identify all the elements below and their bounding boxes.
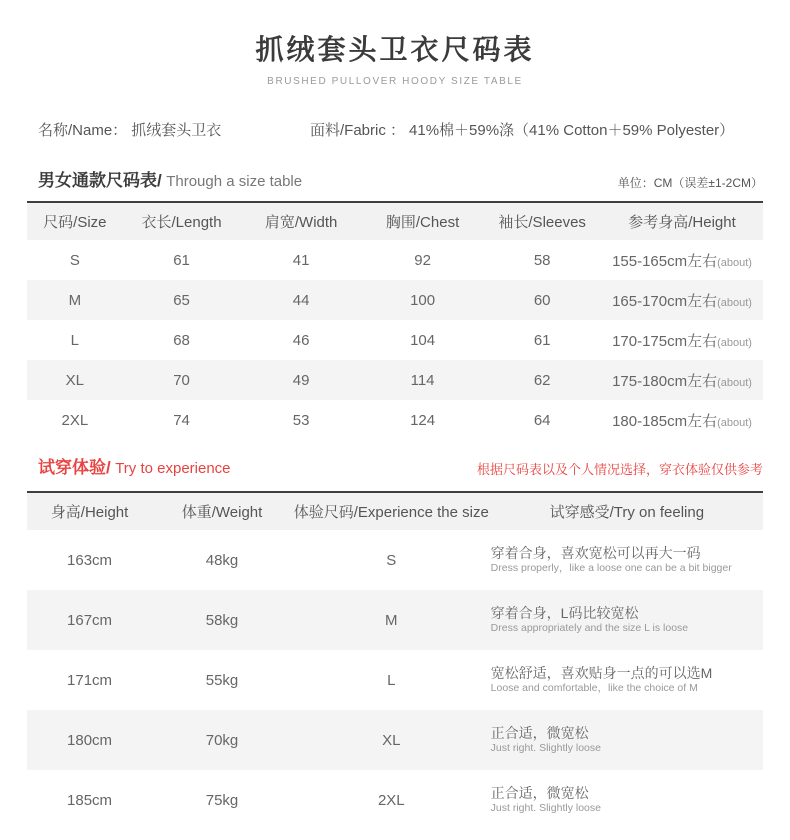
experience-title-en: Try to experience: [115, 460, 231, 477]
feeling-zh: 宽松舒适，喜欢贴身一点的可以选M: [490, 665, 713, 682]
cell-width: 41: [292, 251, 310, 269]
size-table-title-zh: 男女通款尺码表/: [38, 171, 162, 190]
cell-height: 163cm: [67, 551, 113, 569]
experience-table-head: [27, 492, 763, 530]
cell-length: 68: [173, 331, 190, 349]
col-header-feeling: 试穿感受/Try on feeling: [549, 504, 705, 521]
cell-length: 70: [173, 371, 190, 389]
cell-feeling: [491, 710, 763, 770]
cell-size: XL: [382, 731, 401, 749]
cell-chest: 124: [410, 411, 436, 429]
table-row: [27, 590, 763, 650]
feeling-zh: 穿着合身，L码比较宽松: [490, 605, 639, 622]
col-header-height: 参考身高/Height: [628, 214, 736, 231]
cell-sleeves: 64: [533, 411, 551, 429]
cell-height: [601, 280, 763, 320]
height-about: (about): [717, 336, 752, 349]
height-about: (about): [717, 296, 752, 309]
cell-sleeves: 58: [533, 251, 551, 269]
experience-table: [27, 491, 763, 830]
cell-feeling: [491, 650, 763, 710]
size-table: [27, 201, 763, 440]
cell-weight: 48kg: [205, 551, 239, 569]
cell-length: 65: [173, 291, 190, 309]
cell-chest: 92: [414, 251, 431, 269]
height-range: 165-170cm左右: [612, 292, 718, 310]
col-header-size: 尺码/Size: [43, 214, 107, 231]
cell-height: [601, 400, 763, 440]
experience-header-row: [27, 492, 763, 530]
cell-sleeves: 61: [533, 331, 551, 349]
cell-height: [601, 360, 763, 400]
cell-sleeves: 62: [533, 371, 551, 389]
experience-title-zh: 试穿体验/: [38, 458, 111, 477]
cell-size: M: [385, 611, 398, 629]
product-name-label: 名称/Name：: [38, 122, 128, 139]
feeling-zh: 正合适，微宽松: [490, 725, 589, 742]
cell-chest: 100: [410, 291, 436, 309]
experience-note: 根据尺码表以及个人情况选择，穿衣体验仅供参考: [476, 462, 763, 477]
cell-weight: 70kg: [205, 731, 239, 749]
cell-length: 61: [173, 251, 190, 269]
feeling-en: Just right. Slightly loose: [490, 742, 601, 755]
size-table-section-title: [38, 166, 302, 191]
experience-section-title: [38, 453, 231, 478]
col-header-width: 肩宽/Width: [264, 214, 338, 231]
cell-chest: 114: [410, 371, 435, 389]
page-title: 抓绒套头卫衣尺码表: [255, 34, 535, 65]
size-table-header-row: [27, 202, 763, 240]
cell-feeling: [491, 590, 763, 650]
cell-size: XL: [65, 371, 85, 389]
cell-size: 2XL: [61, 411, 89, 429]
size-table-title-en: Through a size table: [166, 173, 303, 190]
cell-chest: 104: [410, 331, 436, 349]
cell-sleeves: 60: [533, 291, 551, 309]
col-header-experience-size: 体验尺码/Experience the size: [293, 504, 489, 521]
cell-size: 2XL: [377, 791, 405, 809]
cell-width: 53: [292, 411, 310, 429]
cell-width: 44: [292, 291, 310, 309]
cell-height: [601, 240, 763, 280]
col-header-sleeves: 袖长/Sleeves: [498, 214, 586, 231]
cell-feeling: [491, 770, 763, 830]
cell-weight: 55kg: [205, 671, 239, 689]
size-table-body: [27, 240, 763, 440]
experience-section-header: [38, 453, 763, 478]
page-subtitle: BRUSHED PULLOVER HOODY SIZE TABLE: [267, 76, 523, 87]
cell-width: 46: [292, 331, 310, 349]
product-fabric-value: 41%棉＋59%涤（41% Cotton＋59% Polyester）: [409, 122, 735, 139]
cell-height: [601, 320, 763, 360]
table-row: [27, 280, 763, 320]
cell-size: L: [70, 331, 79, 349]
feeling-en: Dress appropriately and the size L is loose: [490, 622, 689, 635]
feeling-zh: 正合适，微宽松: [490, 785, 589, 802]
cell-weight: 75kg: [205, 791, 239, 809]
feeling-en: Loose and comfortable，like the choice of M: [490, 682, 698, 695]
height-about: (about): [717, 416, 752, 429]
table-row: [27, 530, 763, 590]
table-row: [27, 240, 763, 280]
table-row: [27, 360, 763, 400]
cell-length: 74: [173, 411, 190, 429]
table-row: [27, 320, 763, 360]
cell-weight: 58kg: [205, 611, 239, 629]
unit-note: 单位：CM（误差±1-2CM）: [617, 176, 763, 190]
cell-height: 185cm: [67, 791, 113, 809]
table-row: [27, 650, 763, 710]
product-fabric-label: 面料/Fabric ：: [310, 122, 406, 139]
cell-height: 167cm: [67, 611, 113, 629]
height-range: 175-180cm左右: [612, 372, 718, 390]
col-header-chest: 胸围/Chest: [385, 214, 460, 231]
page-header: [0, 0, 790, 87]
feeling-en: Just right. Slightly loose: [490, 802, 601, 815]
col-header-length: 衣长/Length: [141, 214, 222, 231]
product-info-row: [38, 119, 763, 140]
cell-height: 171cm: [67, 671, 113, 689]
table-row: [27, 710, 763, 770]
feeling-en: Dress properly，like a loose one can be a bit bigger: [490, 562, 732, 575]
feeling-zh: 穿着合身，喜欢宽松可以再大一码: [490, 545, 701, 562]
height-about: (about): [717, 256, 752, 269]
table-row: [27, 770, 763, 830]
height-range: 180-185cm左右: [612, 412, 718, 430]
cell-size: S: [386, 551, 397, 569]
table-row: [27, 400, 763, 440]
experience-table-body: [27, 530, 763, 830]
height-range: 155-165cm左右: [612, 252, 718, 270]
cell-size: S: [69, 251, 80, 269]
size-table-section-header: [38, 166, 763, 191]
cell-size: L: [387, 671, 396, 689]
cell-feeling: [491, 530, 763, 590]
height-range: 170-175cm左右: [612, 332, 718, 350]
cell-width: 49: [292, 371, 310, 389]
size-table-head: [27, 202, 763, 240]
product-name-value: 抓绒套头卫衣: [131, 122, 222, 139]
product-fabric: [310, 119, 734, 140]
col-header-weight: 体重/Weight: [181, 504, 263, 521]
product-name: [38, 119, 310, 140]
cell-size: M: [68, 291, 82, 309]
height-about: (about): [717, 376, 752, 389]
col-header-height: 身高/Height: [50, 504, 129, 521]
cell-height: 180cm: [67, 731, 113, 749]
